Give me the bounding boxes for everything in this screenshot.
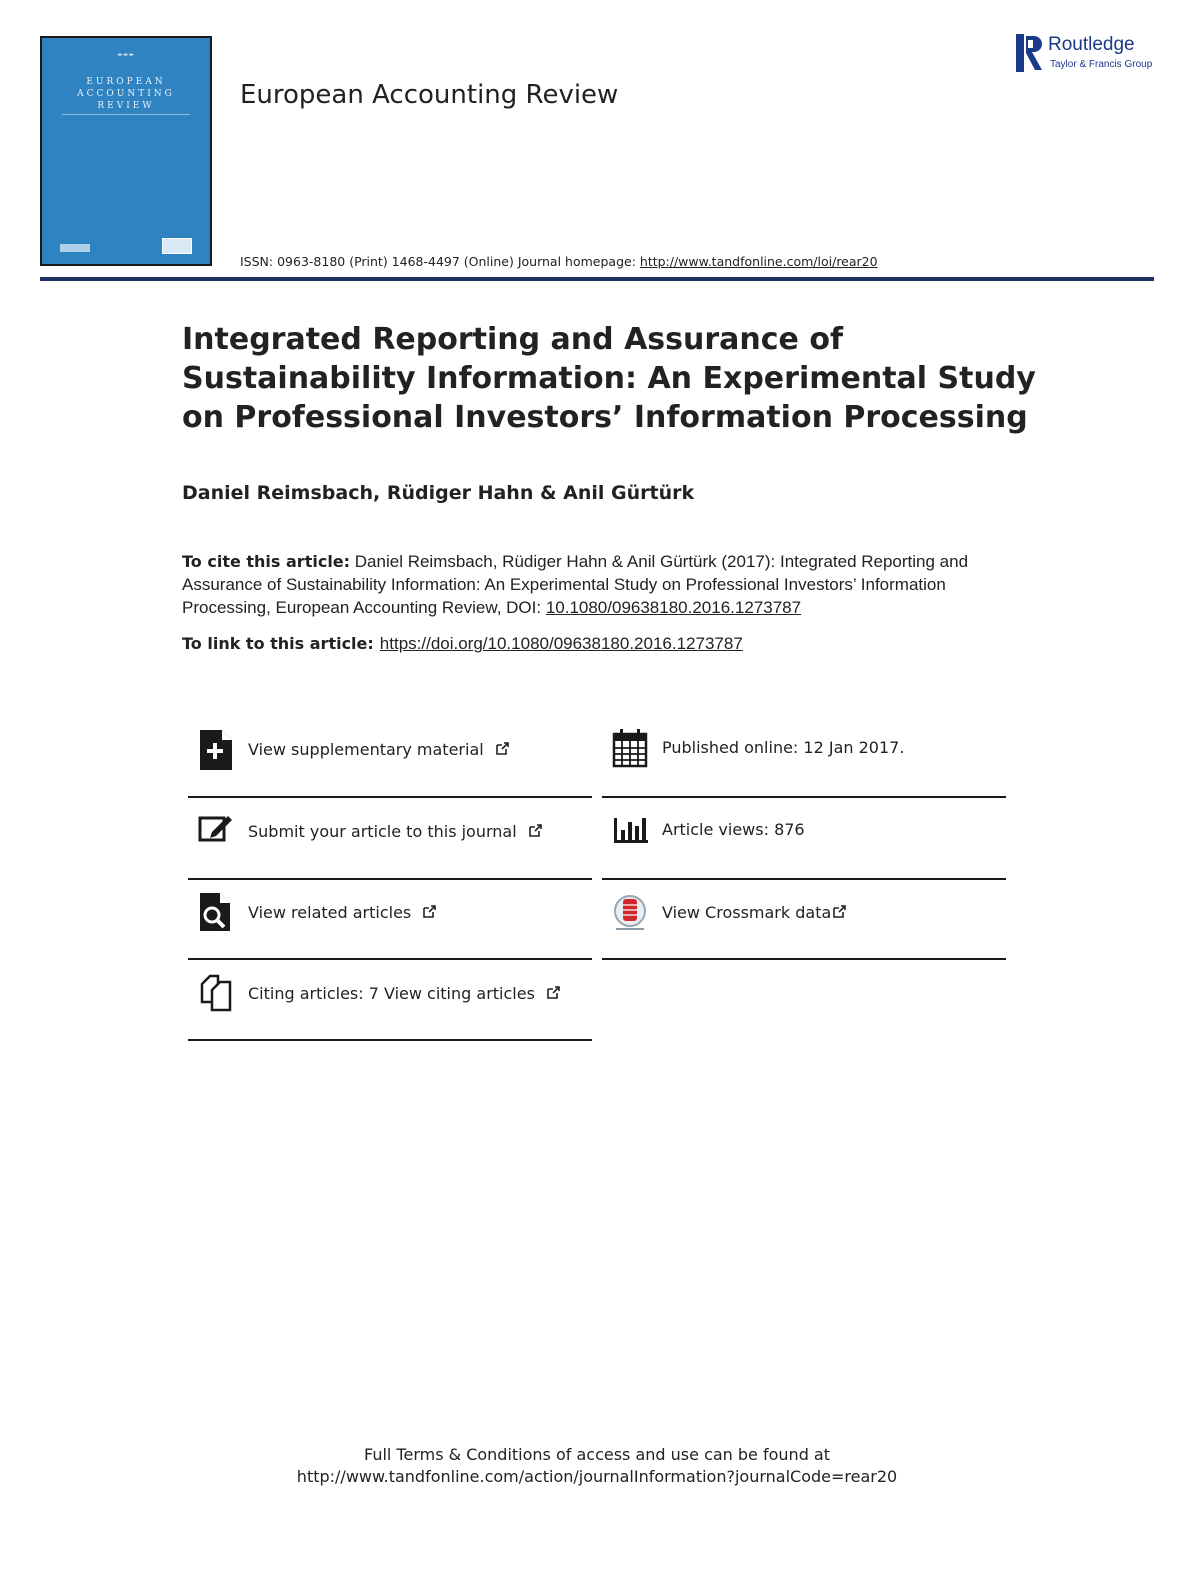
bar-chart-icon	[612, 810, 648, 850]
cover-title-line: REVIEW	[97, 101, 155, 111]
citing-label-row	[248, 984, 560, 1003]
article-authors: Daniel Reimsbach, Rüdiger Hahn & Anil Gürtürk	[182, 482, 695, 504]
external-link-icon	[832, 905, 846, 919]
publisher-logo	[1016, 34, 1166, 78]
supplementary-label-row	[248, 740, 509, 759]
publisher-brand: Routledge	[1048, 34, 1135, 55]
supplementary-material-link[interactable]	[188, 730, 592, 790]
cover-society-logo	[162, 238, 192, 254]
header-divider	[40, 277, 1154, 281]
supplementary-label: View supplementary material	[248, 740, 484, 759]
terms-footer	[0, 1444, 1194, 1488]
submit-label-row	[248, 822, 542, 841]
file-plus-icon	[198, 730, 234, 770]
crossmark-icon	[612, 893, 648, 933]
cover-routledge-logo	[60, 244, 90, 252]
cover-publisher-mark: ▬▬▬	[117, 52, 135, 58]
calendar-icon	[612, 728, 648, 768]
submit-label: Submit your article to this journal	[248, 822, 517, 841]
journal-cover-image	[40, 36, 212, 266]
cover-title-line: ACCOUNTING	[77, 89, 175, 99]
article-doi-link[interactable]: https://doi.org/10.1080/09638180.2016.1273787	[379, 634, 743, 653]
article-views-info	[602, 810, 1006, 870]
related-label: View related articles	[248, 903, 412, 922]
external-link-icon	[495, 742, 509, 756]
article-title: Integrated Reporting and Assurance of Sustainability Information: An Experimental Study on Professional Investors’ Information Processing	[182, 322, 1036, 435]
file-search-icon	[198, 893, 234, 933]
cover-volume-rule	[62, 114, 190, 121]
routledge-r-icon	[1016, 34, 1044, 72]
published-label-row	[662, 738, 904, 757]
cite-text: Daniel Reimsbach, Rüdiger Hahn & Anil Gürtürk (2017): Integrated Reporting and Assurance of Sustainability Information: An Experimental Study on Professional Investors’ Information Processing, European Accounting Review, DOI:	[182, 552, 969, 617]
footer-terms-text: Full Terms & Conditions of access and use can be found at	[363, 1445, 831, 1464]
external-link-icon	[528, 824, 542, 838]
copy-documents-icon	[198, 974, 234, 1014]
footer-terms-link[interactable]: http://www.tandfonline.com/action/journalInformation?journalCode=rear20	[296, 1467, 898, 1486]
crossmark-label-row	[662, 903, 846, 922]
journal-homepage-link[interactable]: http://www.tandfonline.com/loi/rear20	[639, 254, 878, 269]
info-divider	[188, 958, 592, 960]
info-divider	[188, 878, 592, 880]
citing-articles-link[interactable]	[188, 974, 592, 1034]
citing-label: Citing articles: 7 View citing articles	[248, 984, 535, 1003]
article-link-block	[182, 634, 743, 654]
views-label-row	[662, 820, 805, 839]
external-link-icon	[546, 986, 560, 1000]
submit-article-link[interactable]	[188, 812, 592, 872]
published-online-info	[602, 728, 1006, 788]
cite-doi-link[interactable]: 10.1080/09638180.2016.1273787	[545, 598, 802, 617]
info-divider	[602, 878, 1006, 880]
related-label-row	[248, 903, 436, 922]
info-divider	[188, 1039, 592, 1041]
journal-name: European Accounting Review	[240, 80, 619, 110]
issn-line	[240, 254, 878, 269]
related-articles-link[interactable]	[188, 893, 592, 953]
crossmark-link[interactable]	[602, 893, 1006, 953]
crossmark-label: View Crossmark data	[662, 903, 832, 922]
cover-title	[42, 76, 210, 112]
info-divider	[602, 796, 1006, 798]
external-link-icon	[422, 905, 436, 919]
published-label: Published online: 12 Jan 2017.	[662, 738, 905, 757]
edit-icon	[198, 812, 234, 852]
link-label: To link to this article:	[182, 634, 374, 653]
info-divider	[188, 796, 592, 798]
cover-title-line: EUROPEAN	[86, 77, 166, 87]
info-divider	[602, 958, 1006, 960]
views-label: Article views: 876	[662, 820, 805, 839]
cite-label: To cite this article:	[182, 552, 351, 571]
publisher-subtitle: Taylor & Francis Group	[1050, 59, 1153, 70]
issn-text: ISSN: 0963-8180 (Print) 1468-4497 (Online) Journal homepage:	[240, 254, 640, 269]
citation-block	[182, 550, 1022, 619]
